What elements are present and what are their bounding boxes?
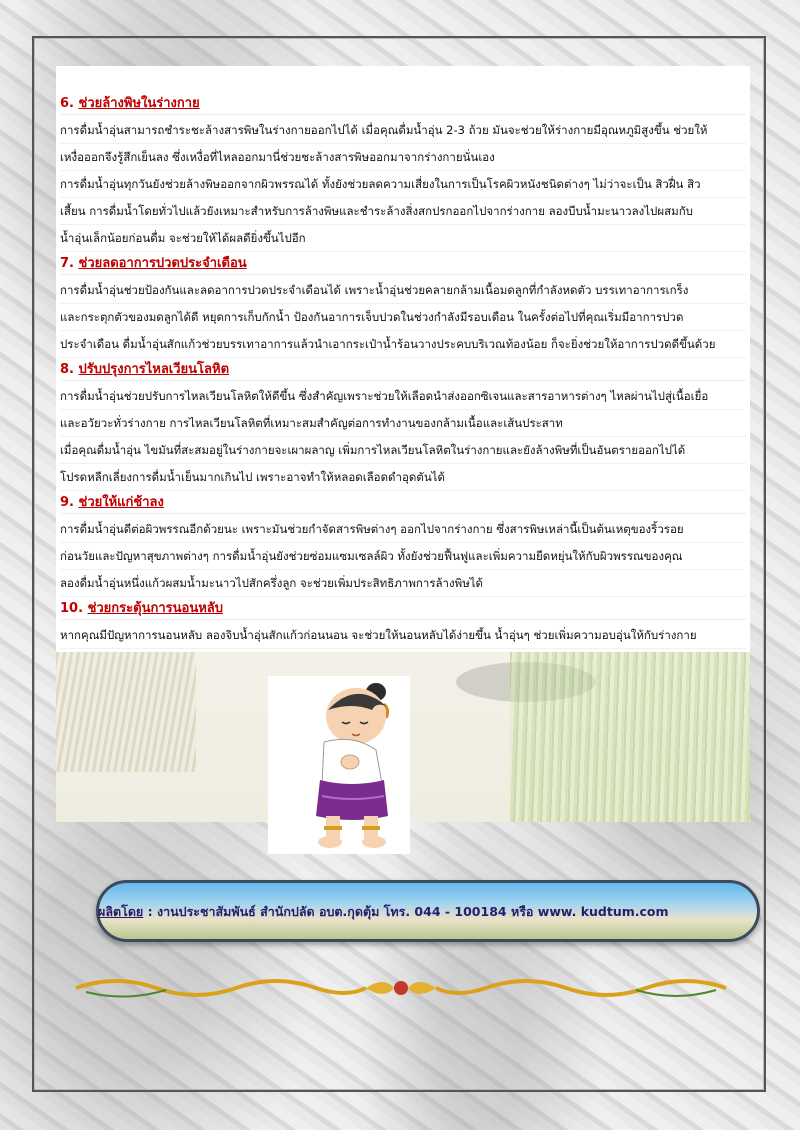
- paragraph-line: หากคุณมีปัญหาการนอนหลับ ลองจิบน้ำอุ่นสักแก้วก่อนนอน จะช่วยให้นอนหลับได้ง่ายขึ้น น้ำอุ่นๆ ช่วยเพิ่มความอบอุ่นให้กับร่างกาย: [60, 622, 746, 649]
- section-title: ช่วยให้แก่ช้าลง: [78, 495, 164, 510]
- section-title: ปรับปรุงการไหลเวียนโลหิต: [78, 362, 230, 377]
- footer-contact-text: : งานประชาสัมพันธ์ สำนักปลัด อบต.กุดตุ้ม โทร. 044 - 100184 หรือ www. kudtum.com: [143, 904, 669, 919]
- paragraph-line: เสี้ยน การดื่มน้ำโดยทั่วไปแล้วยังเหมาะสำหรับการล้างพิษและชำระล้างสิ่งสกปรกออกไปจากร่างกาย ลองบีบน้ำมะนาวลงไปผสมกับ: [60, 198, 746, 225]
- footer-label: ผลิตโดย: [98, 904, 144, 919]
- paragraph-line: ลองดื่มน้ำอุ่นหนึ่งแก้วผสมน้ำมะนาวไปสักครึ่งลูก จะช่วยเพิ่มประสิทธิภาพการล้างพิษได้: [60, 570, 746, 597]
- paragraph-line: การดื่มน้ำอุ่นทุกวันยังช่วยล้างพิษออกจากผิวพรรณได้ ทั้งยังช่วยลดความเสี่ยงในการเป็นโรคผิวหนังชนิดต่างๆ ไม่ว่าจะเป็น สิวฝื่น สิว: [60, 171, 746, 198]
- decorative-divider-icon: [66, 966, 736, 1006]
- paragraph-line: การดื่มน้ำอุ่นช่วยป้องกันและลดอาการปวดประจำเดือนได้ เพราะน้ำอุ่นช่วยคลายกล้ามเนื้อมดลูกที่กำลังหดตัว บรรเทาอาการเกร็ง: [60, 277, 746, 304]
- section-heading-6: [60, 94, 746, 115]
- paragraph-line: ประจำเดือน ดื่มน้ำอุ่นสักแก้วช่วยบรรเทาอาการแล้วนำเอากระเป๋าน้ำร้อนวางประคบบริเวณท้องน้อย ก็จะยิ่งช่วยให้อาการปวดดีขึ้นด้วย: [60, 331, 746, 358]
- section-heading-7: [60, 254, 746, 275]
- paragraph-line: การดื่มน้ำอุ่นช่วยปรับการไหลเวียนโลหิตให้ดีขึ้น ซึ่งสำคัญเพราะช่วยให้เลือดนำส่งออกซิเจนและสารอาหารต่างๆ ไหลผ่านไปสู่เนื้อเยื่อ: [60, 383, 746, 410]
- section-number: 9.: [60, 495, 74, 510]
- paragraph-line: ก่อนวัยและปัญหาสุขภาพต่างๆ การดื่มน้ำอุ่นยังช่วยซ่อมแซมเซลล์ผิว ทั้งยังช่วยฟื้นฟูและเพิ่มความยืดหยุ่นให้กับผิวพรรณของคุณ: [60, 543, 746, 570]
- paragraph-line: น้ำอุ่นเล็กน้อยก่อนดื่ม จะช่วยให้ได้ผลดียิ่งขึ้นไปอีก: [60, 225, 746, 252]
- bowing-boy-icon: [268, 676, 410, 854]
- article-body: [56, 66, 750, 652]
- footer-credit: [98, 902, 718, 922]
- section-number: 6.: [60, 96, 74, 111]
- section-number: 8.: [60, 362, 74, 377]
- paragraph-line: การดื่มน้ำอุ่นสามารถชำระชะล้างสารพิษในร่างกายออกไปได้ เมื่อคุณดื่มน้ำอุ่น 2-3 ถ้วย มันจะช่วยให้ร่างกายมีอุณหภูมิสูงขึ้น ช่วยให้: [60, 117, 746, 144]
- bowing-boy-illustration: [268, 676, 410, 854]
- paragraph-line: โปรดหลีกเลี่ยงการดื่มน้ำเย็นมากเกินไป เพราะอาจทำให้หลอดเลือดดำอุดตันได้: [60, 464, 746, 491]
- section-title: ช่วยล้างพิษในร่างกาย: [78, 96, 200, 111]
- section-heading-10: [60, 599, 746, 620]
- rice-grass-image: [510, 652, 750, 822]
- section-heading-9: [60, 493, 746, 514]
- paragraph-line: และกระตุกตัวของมดลูกได้ดี หยุดการเก็บกักน้ำ ป้องกันอาการเจ็บปวดในช่วงกำลังมีรอบเดือน ในครั้งต่อไปที่คุณเริ่มมีอาการปวด: [60, 304, 746, 331]
- paragraph-line: เมื่อคุณดื่มน้ำอุ่น ไขมันที่สะสมอยู่ในร่างกายจะเผาผลาญ เพิ่มการไหลเวียนโลหิตในร่างกายและยังล้างพิษที่เป็นอันตรายออกไปได้: [60, 437, 746, 464]
- paragraph-line: และอวัยวะทั่วร่างกาย การไหลเวียนโลหิตที่เหมาะสมสำคัญต่อการทำงานของกล้ามเนื้อและเส้นประสาท: [60, 410, 746, 437]
- section-title: ช่วยลดอาการปวดประจำเดือน: [78, 256, 247, 271]
- section-number: 7.: [60, 256, 74, 271]
- rice-bundle-image: [56, 652, 196, 772]
- section-title: ช่วยกระตุ้นการนอนหลับ: [87, 601, 223, 616]
- section-number: 10.: [60, 601, 84, 616]
- section-heading-8: [60, 360, 746, 381]
- paragraph-line: การดื่มน้ำอุ่นดีต่อผิวพรรณอีกด้วยนะ เพราะมันช่วยกำจัดสารพิษต่างๆ ออกไปจากร่างกาย ซึ่งสารพิษเหล่านี้เป็นต้นเหตุของริ้วรอย: [60, 516, 746, 543]
- paragraph-line: เหงื่อออกจึงรู้สึกเย็นลง ซึ่งเหงื่อที่ไหลออกมานี่ช่วยชะล้างสารพิษออกมาจากร่างกายนั่นเอง: [60, 144, 746, 171]
